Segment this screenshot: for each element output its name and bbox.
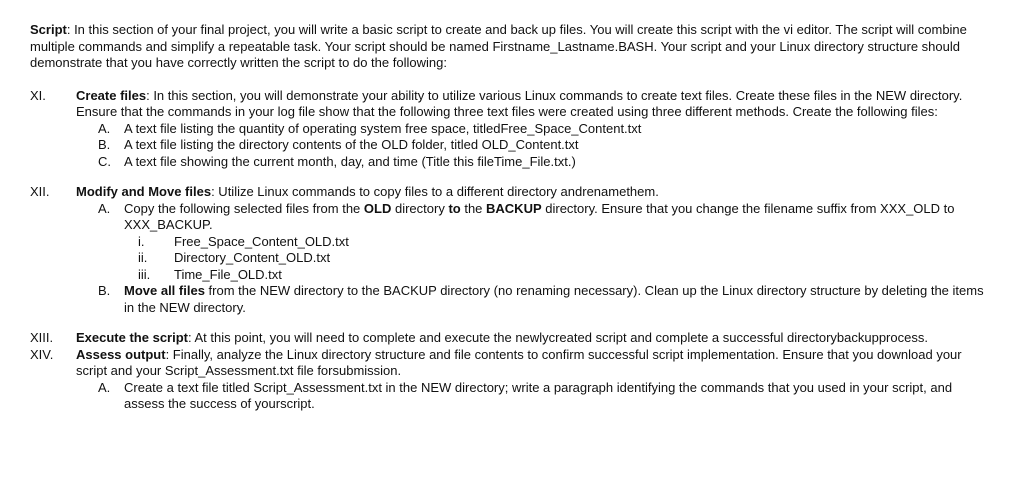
section-xi-text: Create files: In this section, you will demonstrate your ability to utilize various Linux commands to create text files. Create these files in the NEW directory. Ensure that the commands in your log file show that the following three text files were created using three different methods. Create the following files:: [76, 87, 963, 119]
list-item-a: A. A text file listing the quantity of operating system free space, titledFree_Space_Content.txt: [98, 120, 642, 136]
document-page: [30, 22, 995, 413]
section-xi: [30, 88, 995, 171]
list-item-iii: iii. Time_File_OLD.txt: [138, 266, 282, 282]
list-item-a: A. Copy the following selected files from the OLD directory to the BACKUP directory. Ensure that you change the filename suffix from XXX_OLD to XXX_BACKUP.: [98, 200, 955, 232]
cropped-top-line: [60, 0, 940, 4]
section-number: XIV.: [30, 346, 54, 362]
section-xii: [30, 184, 995, 316]
section-number: XI.: [30, 87, 46, 103]
section-body: Execute the script: At this point, you will need to complete and execute the newlycreated script and complete a successful directorybackupprocess.: [76, 330, 928, 345]
section-xiii: [30, 330, 995, 347]
section-body: Assess output: Finally, analyze the Linux directory structure and file contents to confirm successful script implementation. Ensure that you download your script and your Script_Assessment.txt file forsubmission. A. Create a text file titled Script_Assessment.txt in the NEW directory; write a paragraph identifying the commands that you used in your script, and assess the success of yourscript.: [76, 347, 995, 413]
intro-paragraph: [30, 22, 995, 72]
section-title: Create files: [76, 87, 147, 103]
section-title: Execute the script: [76, 330, 188, 345]
list-item-a: A. Create a text file titled Script_Assessment.txt in the NEW directory; write a paragraph identifying the commands that you used in your script, and assess the success of yourscript.: [98, 379, 953, 411]
list-item-b: B. A text file listing the directory contents of the OLD folder, titled OLD_Content.txt: [98, 137, 579, 152]
cropped-bottom-heading: [420, 490, 640, 500]
section-xiv: [30, 347, 995, 413]
section-number: XIII.: [30, 330, 54, 345]
intro-label: Script: [30, 22, 67, 37]
section-body: [76, 88, 995, 171]
intro-text: : In this section of your final project, you will write a basic script to create and back up files. You will create this script with the vi editor. The script will combine multiple commands and simplify a repeatable task. Your script should be named Firstname_Lastname.BASH. Your script and your Linux directory structure should demonstrate that you have correctly written the script to do the following:: [30, 22, 967, 70]
section-xii-text: Modify and Move files: Utilize Linux commands to copy files to a different directory andrenamethem.: [76, 184, 659, 199]
section-title: Assess output: [76, 346, 166, 362]
list-item-i: i. Free_Space_Content_OLD.txt: [138, 233, 349, 249]
section-title: Modify and Move files: [76, 184, 212, 199]
list-item-ii: ii. Directory_Content_OLD.txt: [138, 250, 331, 265]
section-number: XII.: [30, 184, 50, 199]
list-item-c: C. A text file showing the current month, day, and time (Title this fileTime_File.txt.): [98, 153, 576, 169]
section-body: [76, 184, 995, 316]
list-item-b: B. Move all files from the NEW directory to the BACKUP directory (no renaming necessary). Clean up the Linux directory structure by deleting the items in the NEW directory.: [98, 283, 984, 315]
